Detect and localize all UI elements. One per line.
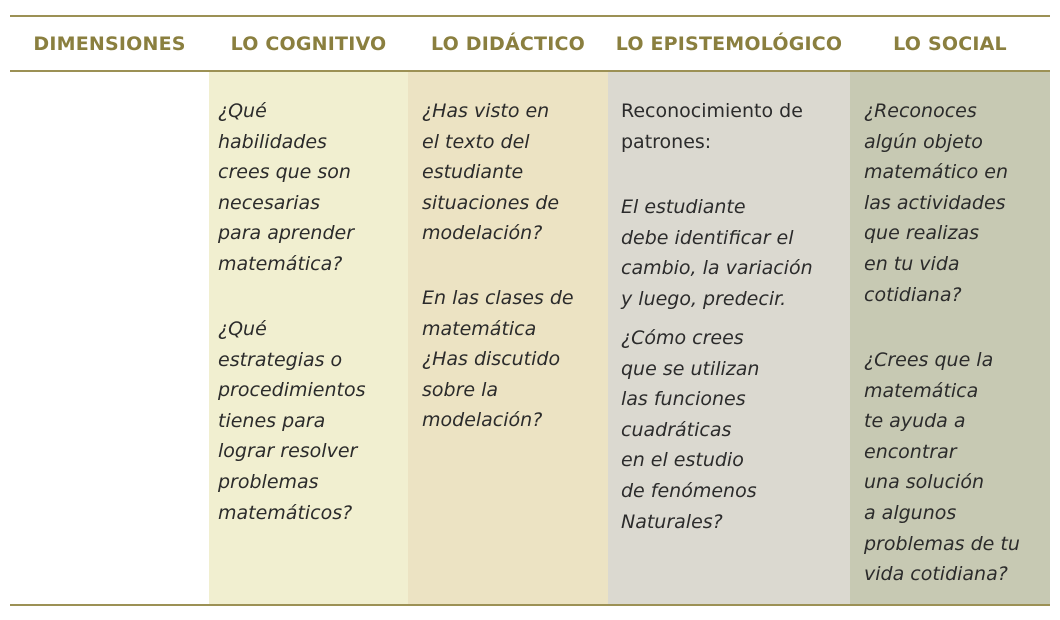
column-epistemologico <box>608 72 850 604</box>
social-question-2: ¿Crees que la matemática te ayuda a encontrar una solución a algunos problemas de tu vida cotidiana? <box>864 349 1020 586</box>
column-social <box>850 72 1050 604</box>
column-didactico <box>408 72 608 604</box>
cognitivo-question-1: ¿Qué habilidades crees que son necesarias para aprender matemática? <box>218 100 355 275</box>
header-cognitivo: LO COGNITIVO <box>230 32 387 55</box>
epistemologico-question-1: ¿Cómo crees que se utilizan las funciones cuadráticas en el estudio de fenómenos Naturales? <box>621 327 760 533</box>
header-epistemologico: LO EPISTEMOLÓGICO <box>615 32 843 55</box>
column-dimensiones <box>10 72 209 604</box>
table-bottom-rule <box>10 604 1050 606</box>
epistemologico-statement: El estudiante debe identificar el cambio, la variación y luego, predecir. <box>621 196 813 310</box>
header-didactico: LO DIDÁCTICO <box>431 32 585 55</box>
column-cognitivo <box>209 72 408 604</box>
epistemologico-intro: Reconocimiento de patrones: <box>621 100 803 153</box>
social-question-1: ¿Reconoces algún objeto matemático en las actividades que realizas en tu vida cotidiana? <box>864 100 1009 306</box>
cognitivo-question-2: ¿Qué estrategias o procedimientos tienes para lograr resolver problemas matemáticos? <box>218 318 366 524</box>
header-dimensiones: DIMENSIONES <box>33 32 186 55</box>
header-social: LO SOCIAL <box>893 32 1007 55</box>
didactico-question-2: En las clases de matemática ¿Has discutido sobre la modelación? <box>422 287 574 432</box>
didactico-question-1: ¿Has visto en el texto del estudiante situaciones de modelación? <box>422 100 560 245</box>
